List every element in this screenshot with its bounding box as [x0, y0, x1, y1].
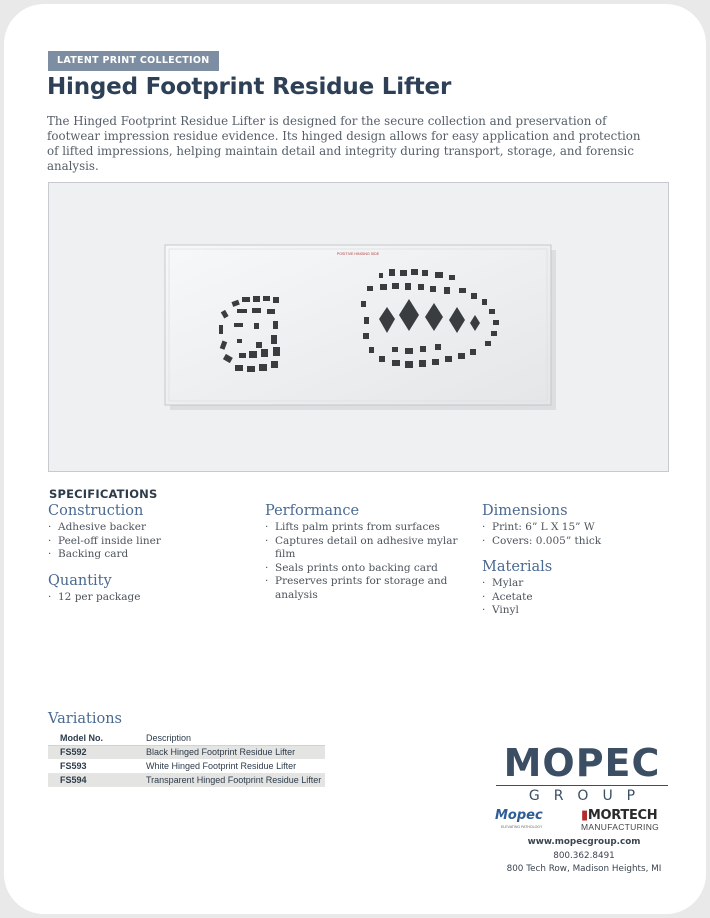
list-item: · Backing card	[48, 548, 253, 562]
model-cell: FS592	[48, 745, 134, 759]
mopec-logo: Mopec	[495, 808, 543, 823]
construction-list	[48, 521, 253, 562]
materials-list	[482, 577, 672, 618]
list-item: · Vinyl	[482, 604, 672, 618]
description-cell: Black Hinged Footprint Residue Lifter	[134, 745, 325, 759]
list-item: · Mylar	[482, 577, 672, 591]
list-item: · Preserves prints for storage and analysis	[265, 575, 465, 602]
performance-list	[265, 521, 465, 603]
mortech-logo	[581, 808, 657, 823]
list-item: · 12 per package	[48, 591, 253, 605]
description-cell: White Hinged Footprint Residue Lifter	[146, 761, 297, 771]
quantity-heading: Quantity	[48, 572, 112, 589]
spec-column-left	[48, 503, 253, 604]
table-header-row	[48, 731, 325, 745]
logo-wordmark: MOPEC	[503, 741, 661, 785]
product-intro: The Hinged Footprint Residue Lifter is designed for the secure collection and preservation of footwear impression residue evidence. Its hinged design allows for easy application and protection of lifted impressions, helping maintain detail and integrity during transport, storage, and forensic analysis.	[47, 114, 641, 173]
dimensions-heading: Dimensions	[482, 503, 568, 519]
table-row	[48, 773, 325, 787]
performance-heading: Performance	[265, 503, 360, 519]
list-item: · Lifts palm prints from surfaces	[265, 521, 465, 535]
materials-heading: Materials	[482, 559, 553, 576]
construction-heading: Construction	[48, 503, 144, 519]
column-header-description: Description	[134, 731, 325, 745]
mortech-manufacturing: MANUFACTURING	[581, 822, 660, 832]
product-sheet	[4, 4, 706, 914]
sub-brand-logos	[495, 808, 671, 832]
list-item: · Captures detail on adhesive mylar film	[265, 535, 465, 562]
list-item: · Print: 6” L X 15” W	[482, 521, 672, 535]
variations-heading: Variations	[48, 711, 122, 727]
contact-block	[494, 836, 674, 877]
list-item: · Adhesive backer	[48, 521, 253, 535]
variations-table	[48, 731, 325, 787]
page-title: Hinged Footprint Residue Lifter	[47, 74, 452, 100]
mortech-mark-icon: ▮	[581, 808, 588, 823]
description-cell: Transparent Hinged Footprint Residue Lifter	[134, 773, 325, 787]
list-item: · Acetate	[482, 591, 672, 605]
table-row	[48, 759, 325, 773]
website-link[interactable]: www.mopecgroup.com	[527, 837, 641, 847]
model-cell: FS593	[60, 761, 87, 771]
product-photo	[48, 182, 669, 472]
spec-column-middle	[265, 503, 465, 603]
list-item: · Seals prints onto backing card	[265, 562, 465, 576]
address: 800 Tech Row, Madison Heights, MI	[506, 864, 662, 874]
phone-number: 800.362.8491	[553, 850, 615, 861]
dimensions-list	[482, 521, 672, 548]
model-cell: FS594	[48, 773, 134, 787]
mopec-group-logo	[494, 741, 670, 806]
table-row	[48, 745, 325, 759]
lifter-label: POSITIVE HINGING SIDE	[336, 252, 380, 256]
footprint-lifter-image	[49, 183, 668, 471]
list-item: · Peel-off inside liner	[48, 535, 253, 549]
column-header-model: Model No.	[48, 731, 134, 745]
category-tag: LATENT PRINT COLLECTION	[48, 51, 219, 71]
list-item: · Covers: 0.005” thick	[482, 535, 672, 549]
mopec-tagline: ELEVATING PATHOLOGY	[501, 825, 543, 829]
specifications-heading: SPECIFICATIONS	[49, 487, 158, 501]
logo-group-text: GROUP	[528, 788, 650, 804]
quantity-list	[48, 591, 253, 605]
spec-column-right	[482, 503, 672, 618]
mortech-wordmark: MORTECH	[587, 808, 658, 823]
